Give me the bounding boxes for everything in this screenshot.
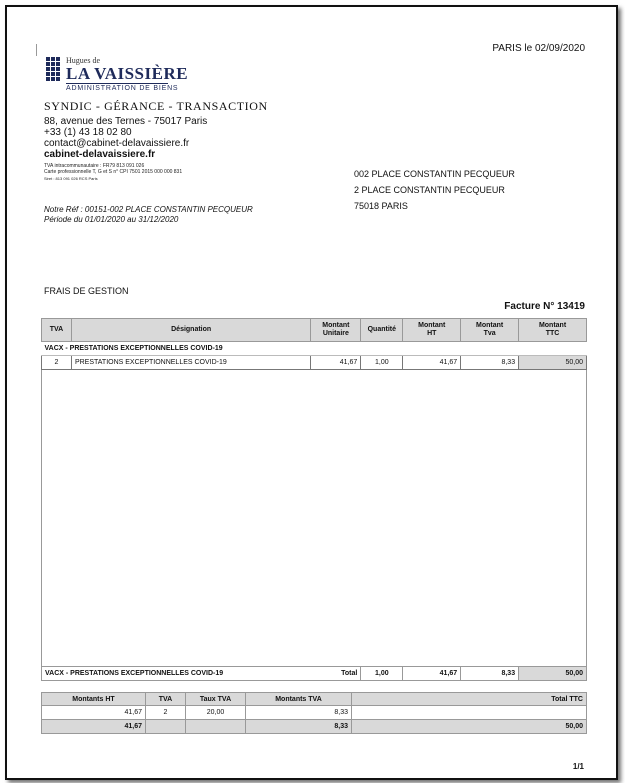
row-tva: 2 xyxy=(42,356,72,370)
summary-header-row xyxy=(42,693,587,706)
summary-col-tva: TVA xyxy=(146,693,186,706)
row-quantite: 1,00 xyxy=(361,356,403,370)
col-designation: Désignation xyxy=(71,319,310,342)
col-quantite: Quantité xyxy=(361,319,403,342)
table-footer-row xyxy=(42,667,587,681)
company-activity: SYNDIC - GÉRANCE - TRANSACTION xyxy=(44,99,268,113)
summary-ht: 41,67 xyxy=(42,706,146,720)
summary-col-taux: Taux TVA xyxy=(186,693,246,706)
company-email[interactable]: contact@cabinet-delavaissiere.fr xyxy=(44,138,190,149)
footer-ht: 41,67 xyxy=(403,667,461,681)
summary-total-ht: 41,67 xyxy=(42,720,146,734)
summary-col-ht: Montants HT xyxy=(42,693,146,706)
company-phone: +33 (1) 43 18 02 80 xyxy=(44,127,132,138)
page-number: 1/1 xyxy=(572,762,584,771)
summary-row xyxy=(42,706,587,720)
logo-mark-icon xyxy=(46,57,62,83)
company-tva-line: TVA intracommunautaire : FR79 813 091 026 xyxy=(44,163,145,169)
company-website[interactable]: cabinet-delavaissiere.fr xyxy=(44,149,156,160)
summary-taux: 20,00 xyxy=(186,706,246,720)
tax-summary-table xyxy=(41,692,587,734)
section-title: FRAIS DE GESTION xyxy=(44,286,129,296)
company-siret-line: Siret : 813 091 026 RCS Paris xyxy=(44,176,98,181)
table-blank-area xyxy=(42,370,587,667)
logo-name: LA VAISSIÈRE xyxy=(66,64,189,83)
invoice-lines-table xyxy=(41,318,587,681)
reference-line: Notre Réf : 00151-002 PLACE CONSTANTIN PECQUEUR xyxy=(44,205,253,214)
col-tva: TVA xyxy=(42,319,72,342)
footer-total-label: Total xyxy=(311,667,361,681)
logo-divider xyxy=(66,83,168,84)
date-line: PARIS le 02/09/2020 xyxy=(492,43,585,54)
col-montant-unitaire: Montant Unitaire xyxy=(311,319,361,342)
summary-col-mtva: Montants TVA xyxy=(246,693,352,706)
recipient-line-3: 75018 PARIS xyxy=(354,201,408,211)
table-header-row xyxy=(42,319,587,342)
logo-hugues: Hugues de xyxy=(66,56,100,65)
summary-tva: 2 xyxy=(146,706,186,720)
company-address: 88, avenue des Ternes - 75017 Paris xyxy=(44,116,208,127)
recipient-line-2: 2 PLACE CONSTANTIN PECQUEUR xyxy=(354,185,505,195)
col-montant-ttc: Montant TTC xyxy=(519,319,587,342)
period-line: Période du 01/01/2020 au 31/12/2020 xyxy=(44,215,179,224)
summary-total-ttc: 50,00 xyxy=(352,720,587,734)
row-ttc: 50,00 xyxy=(519,356,587,370)
row-designation: PRESTATIONS EXCEPTIONNELLES COVID-19 xyxy=(71,356,310,370)
footer-label: VACX - PRESTATIONS EXCEPTIONNELLES COVID-19 xyxy=(42,667,311,681)
row-tva-amount: 8,33 xyxy=(461,356,519,370)
col-montant-ht: Montant HT xyxy=(403,319,461,342)
footer-tva-amount: 8,33 xyxy=(461,667,519,681)
footer-ttc: 50,00 xyxy=(519,667,587,681)
summary-col-ttc: Total TTC xyxy=(352,693,587,706)
group-row xyxy=(42,342,587,356)
corner-mark xyxy=(36,44,37,56)
col-montant-tva: Montant Tva xyxy=(461,319,519,342)
row-unitaire: 41,67 xyxy=(311,356,361,370)
summary-mtva: 8,33 xyxy=(246,706,352,720)
recipient-line-1: 002 PLACE CONSTANTIN PECQUEUR xyxy=(354,169,515,179)
row-ht: 41,67 xyxy=(403,356,461,370)
group-label: VACX - PRESTATIONS EXCEPTIONNELLES COVID-19 xyxy=(42,342,587,356)
summary-totals-row xyxy=(42,720,587,734)
summary-total-mtva: 8,33 xyxy=(246,720,352,734)
logo-subtitle: ADMINISTRATION DE BIENS xyxy=(66,85,179,92)
invoice-number: Facture N° 13419 xyxy=(504,301,585,312)
footer-quantite: 1,00 xyxy=(361,667,403,681)
company-card-line: Carte professionnelle T, G et S n° CPI 7501 2015 000 000 831 xyxy=(44,169,183,175)
table-row xyxy=(42,356,587,370)
